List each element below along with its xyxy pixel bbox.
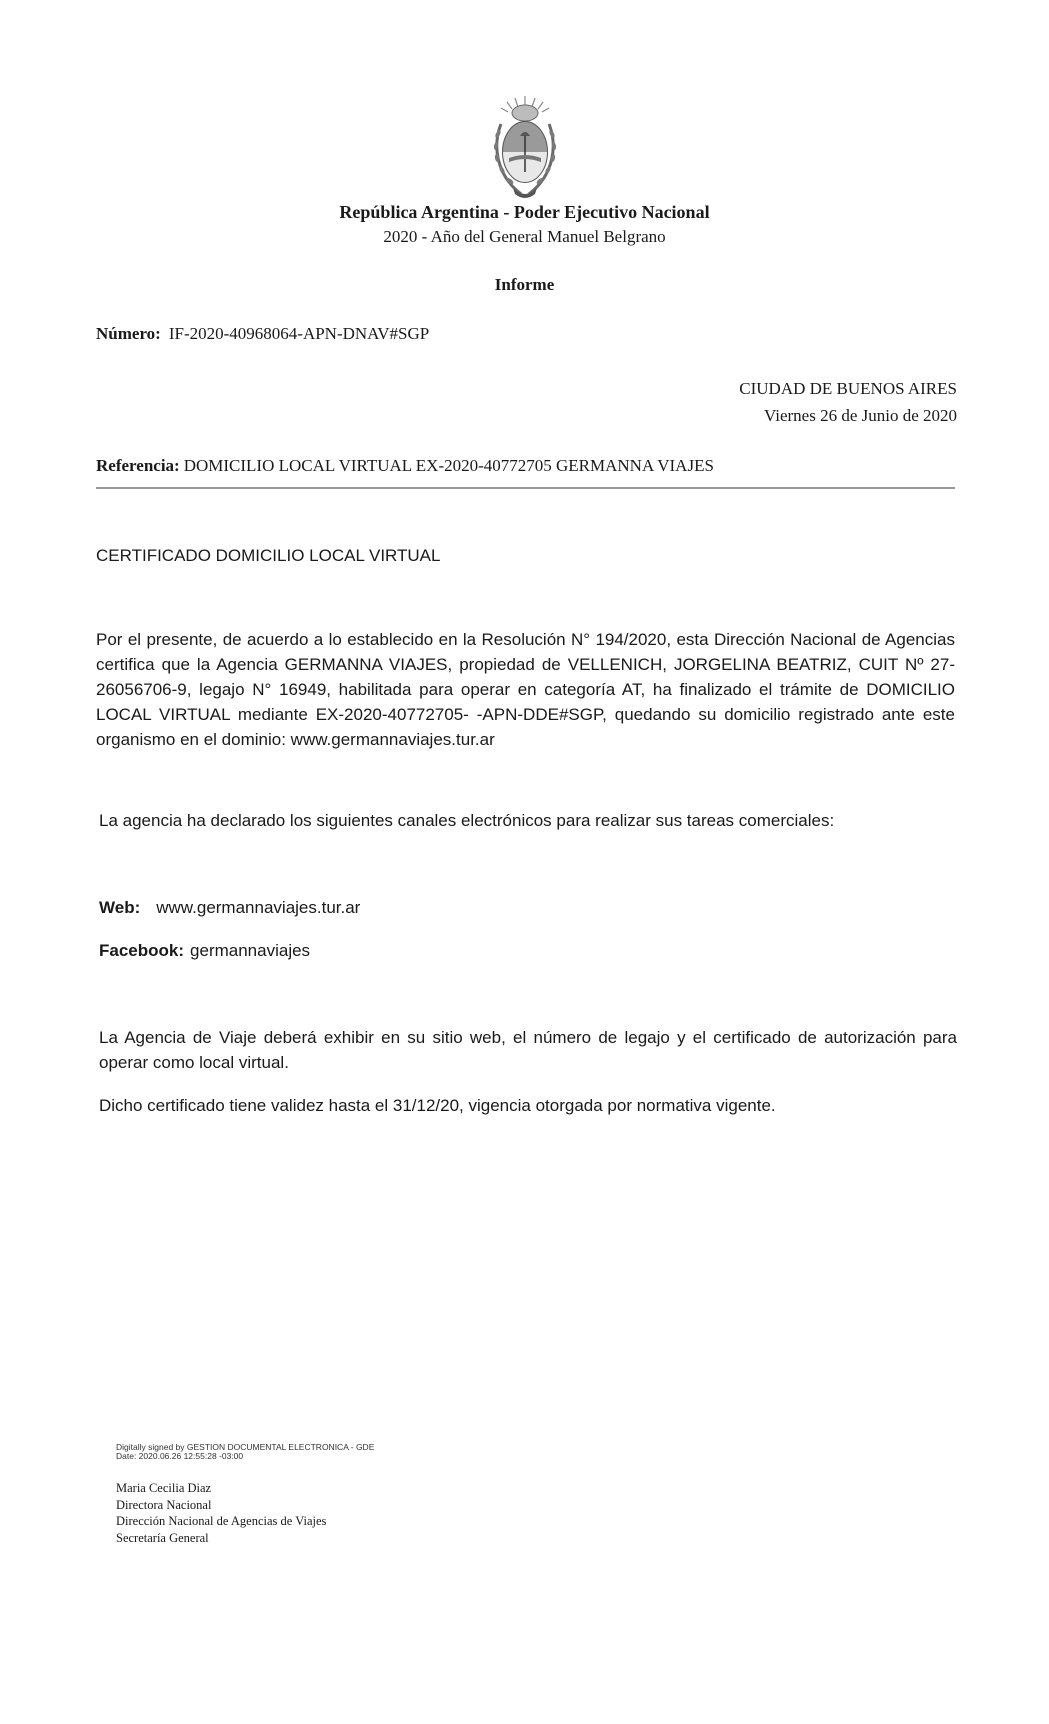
signatory-office: Dirección Nacional de Agencias de Viajes bbox=[116, 1514, 327, 1528]
signatory-role: Directora Nacional bbox=[116, 1497, 212, 1512]
certificate-title: CERTIFICADO DOMICILIO LOCAL VIRTUAL bbox=[96, 546, 441, 565]
document-date: Viernes 26 de Junio de 2020 bbox=[763, 406, 957, 425]
certificate-paragraph-1: Por el presente, de acuerdo a lo establecido en la Resolución N° 194/2020, esta Dirección Nacional de Agencias certifica que la Agencia GERMANNA VIAJES, propiedad de VELLENICH, JORGELINA BEATRIZ, CUIT Nº 27-26056706-9, legajo N° 16949, habilitada para operar en categoría AT, ha finalizado el trámite de DOMICILIO LOCAL VIRTUAL mediante EX-2020-40772705- -APN-DDE#SGP, quedando su domicilio registrado ante este organismo en el dominio: www.germannaviajes.tur.ar bbox=[96, 630, 955, 749]
web-value: www.germannaviajes.tur.ar bbox=[156, 898, 361, 917]
document-number-value: IF-2020-40968064-APN-DNAV#SGP bbox=[168, 324, 430, 343]
reference-value: DOMICILIO LOCAL VIRTUAL EX-2020-40772705 GERMANNA VIAJES bbox=[183, 456, 714, 475]
document-number-label: Número: bbox=[96, 324, 161, 343]
signatory-department: Secretaría General bbox=[116, 1530, 209, 1545]
certificate-paragraph-3: La Agencia de Viaje deberá exhibir en su sitio web, el número de legajo y el certificado de autorización para operar como local virtual. bbox=[99, 1028, 957, 1072]
digital-signature-stamp bbox=[116, 1443, 374, 1461]
web-label: Web: bbox=[99, 898, 141, 917]
facebook-value: germannaviajes bbox=[190, 941, 311, 960]
facebook-label: Facebook: bbox=[99, 941, 185, 960]
facebook-channel bbox=[99, 938, 310, 963]
argentina-coat-of-arms-icon bbox=[491, 94, 559, 204]
document-place: CIUDAD DE BUENOS AIRES bbox=[739, 379, 957, 398]
header-divider bbox=[96, 487, 955, 489]
signatory-block bbox=[116, 1480, 326, 1546]
document-reference bbox=[96, 456, 714, 476]
web-channel bbox=[99, 895, 360, 920]
document-type: Informe bbox=[494, 275, 555, 294]
certificate-paragraph-4: Dicho certificado tiene validez hasta el 31/12/20, vigencia otorgada por normativa vigente. bbox=[99, 1096, 776, 1115]
header-government-title: República Argentina - Poder Ejecutivo Nacional bbox=[339, 202, 710, 222]
document-number bbox=[96, 324, 429, 344]
reference-label: Referencia: bbox=[96, 456, 180, 475]
digital-signature-line-1: Digitally signed by GESTION DOCUMENTAL ELECTRONICA - GDE bbox=[116, 1442, 375, 1452]
signatory-name: Maria Cecilia Diaz bbox=[116, 1481, 212, 1495]
certificate-paragraph-2: La agencia ha declarado los siguientes canales electrónicos para realizar sus tareas comerciales: bbox=[99, 811, 835, 830]
header-year-motto: 2020 - Año del General Manuel Belgrano bbox=[383, 227, 666, 246]
digital-signature-line-2: Date: 2020.06.26 12:55:28 -03:00 bbox=[116, 1451, 244, 1461]
